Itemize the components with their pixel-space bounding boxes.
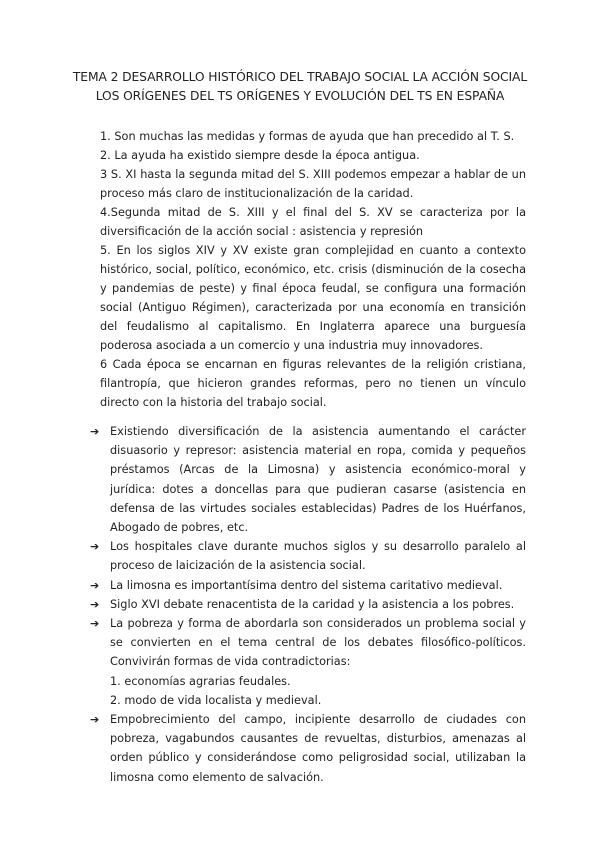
- list-item: [90, 710, 526, 787]
- bullet-list: [90, 422, 526, 787]
- paragraph: 1. Son muchas las medidas y formas de ayuda que han precedido al T. S.: [100, 130, 515, 143]
- list-item-text: Empobrecimiento del campo, incipiente desarrollo de ciudades con pobreza, vagabundos causantes de revueltas, disturbios, amenazas al orden público y considerándose como peligrosidad social, utilizaban la limosna como elemento de salvación.: [110, 713, 526, 784]
- numbered-paragraphs: [100, 127, 526, 412]
- list-item-text: La limosna es importantísima dentro del sistema caritativo medieval.: [110, 578, 503, 592]
- paragraph: 4.Segunda mitad de S. XIII y el final del S. XV se caracteriza por la diversificación de la acción social : asistencia y represión: [100, 206, 526, 238]
- sub-item: 2. modo de vida localista y medieval.: [110, 693, 322, 707]
- sub-item: 1. economías agrarias feudales.: [110, 674, 291, 688]
- right-arrow-icon: ➔: [90, 713, 100, 727]
- right-arrow-icon: ➔: [90, 597, 100, 611]
- list-item: [90, 537, 526, 575]
- list-item: [90, 614, 526, 710]
- list-item: [90, 576, 526, 595]
- right-arrow-icon: ➔: [90, 540, 100, 554]
- right-arrow-icon: ➔: [90, 578, 100, 592]
- list-item: [90, 422, 526, 537]
- document-title: [0, 68, 600, 106]
- list-item-text: Siglo XVI debate renacentista de la caridad y la asistencia a los pobres.: [110, 597, 515, 611]
- paragraph: 6 Cada época se encarnan en figuras relevantes de la religión cristiana, filantropía, que hicieron grandes reformas, pero no tienen un vínculo directo con la historia del trabajo social.: [100, 358, 526, 409]
- title-line-1: TEMA 2 DESARROLLO HISTÓRICO DEL TRABAJO SOCIAL LA ACCIÓN SOCIAL: [72, 70, 528, 84]
- paragraph: 2. La ayuda ha existido siempre desde la época antigua.: [100, 149, 420, 162]
- right-arrow-icon: ➔: [90, 617, 100, 631]
- list-item-text: Los hospitales clave durante muchos siglos y su desarrollo paralelo al proceso de laicización de la asistencia social.: [110, 540, 526, 573]
- paragraph: 3 S. XI hasta la segunda mitad del S. XIII podemos empezar a hablar de un proceso más claro de institucionalización de la caridad.: [100, 168, 526, 200]
- list-item-text: Existiendo diversificación de la asistencia aumentando el carácter disuasorio y represor: asistencia material en ropa, comida y pequeños préstamos (Arcas de la Limosna) y asistencia económico-moral y jurídica: dotes a doncellas para que pudieran casarse (asistencia en defensa de las virtudes sociales establecidas) Padres de los Huérfanos, Abogado de pobres, etc.: [110, 425, 526, 535]
- title-line-2: LOS ORÍGENES DEL TS ORÍGENES Y EVOLUCIÓN DEL TS EN ESPAÑA: [95, 89, 505, 103]
- right-arrow-icon: ➔: [90, 425, 100, 438]
- list-item: [90, 595, 526, 614]
- list-item-text: La pobreza y forma de abordarla son considerados un problema social y se convierten en el tema central de los debates filosófico-políticos. Convivirán formas de vida contradictorias:: [110, 617, 526, 669]
- paragraph: 5. En los siglos XIV y XV existe gran complejidad en cuanto a contexto histórico, social, político, económico, etc. crisis (disminución de la cosecha y pandemias de peste) y final época feudal, se configura una formación social (Antiguo Régimen), caracterizada por una economía en transición del feudalismo al capitalismo. En Inglaterra aparece una burguesía poderosa asociada a un comercio y una industria muy innovadores.: [100, 244, 526, 352]
